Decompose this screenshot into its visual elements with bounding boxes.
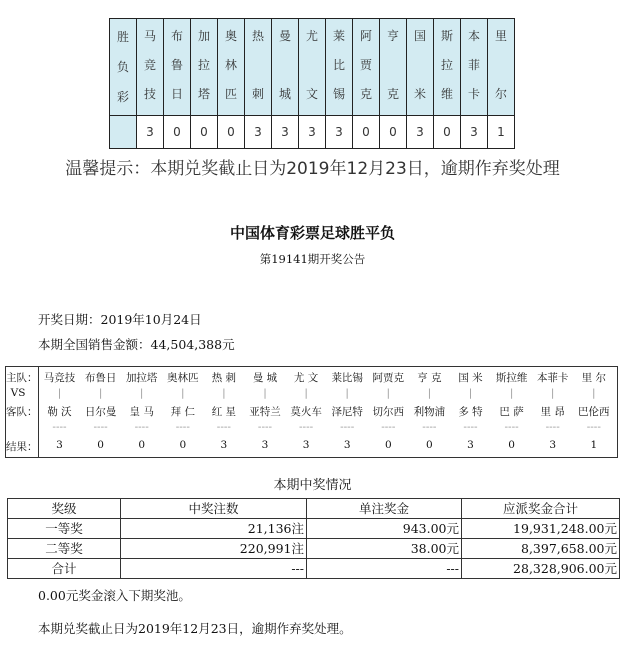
- team-name: 里 尔: [494, 29, 507, 101]
- draw-date: 开奖日期：2019年10月24日: [38, 312, 202, 327]
- prize-cell: ---: [307, 559, 462, 579]
- team-cell: [353, 19, 380, 116]
- summary-header-text: 胜负彩: [116, 30, 129, 104]
- home-label: 主队：: [6, 372, 38, 384]
- results-cell: 0: [179, 439, 187, 451]
- team-name: 国 米: [413, 29, 426, 101]
- team-name: 亨 克: [386, 29, 399, 101]
- team-cell: [191, 19, 218, 116]
- result-cell: 3: [407, 116, 434, 149]
- team-cell: [218, 19, 245, 116]
- prize-header: 单注奖金: [307, 499, 462, 519]
- rollover-note: 0.00元奖金滚入下期奖池。: [38, 588, 191, 603]
- away-cell: 勒 沃: [47, 406, 72, 418]
- dash-cell: ----: [93, 421, 108, 433]
- prize-cell: 一等奖: [8, 519, 121, 539]
- result-cell: 3: [137, 116, 164, 149]
- dash-cell: ----: [463, 421, 478, 433]
- prize-cell: 21,136注: [121, 519, 307, 539]
- dash-cell: ----: [216, 421, 231, 433]
- results-cell: 3: [549, 439, 557, 451]
- team-name: 马 竞 技: [143, 29, 156, 101]
- team-cell: [488, 19, 515, 116]
- away-cell: 亚特兰: [249, 406, 281, 418]
- team-cell: [326, 19, 353, 116]
- bar-cell: |: [386, 387, 391, 399]
- bar-cell: |: [468, 387, 473, 399]
- prize-cell: 220,991注: [121, 539, 307, 559]
- result-cell: 0: [191, 116, 218, 149]
- page-title: 中国体育彩票足球胜平负: [229, 224, 395, 242]
- bar-cell: |: [592, 387, 596, 399]
- result-cell: 3: [245, 116, 272, 149]
- results-cell: 3: [302, 439, 310, 451]
- prize-cell: 28,328,906.00元: [462, 559, 620, 579]
- bar-cell: |: [304, 387, 308, 399]
- away-cell: 多 特: [458, 406, 483, 418]
- team-cell: [461, 19, 488, 116]
- results-cell: 1: [590, 439, 598, 451]
- prize-cell: 二等奖: [8, 539, 121, 559]
- bar-cell: |: [345, 387, 349, 399]
- away-cell: 泽尼特: [331, 406, 363, 418]
- result-cell: 3: [272, 116, 299, 149]
- home-cell: 尤 文: [293, 372, 319, 384]
- prize-cell: 38.00元: [307, 539, 462, 559]
- sales-amount: 本期全国销售金额：44,504,388元: [38, 337, 235, 352]
- team-cell: [380, 19, 407, 116]
- result-cell: 3: [326, 116, 353, 149]
- dash-cell: ----: [298, 421, 314, 433]
- page-subtitle: 第19141期开奖公告: [259, 252, 366, 266]
- home-cell: 布鲁日: [84, 372, 117, 384]
- results-cell: 0: [426, 439, 433, 451]
- prize-header: 中奖注数: [121, 499, 307, 519]
- prize-cell: 943.00元: [307, 519, 462, 539]
- home-cell: 奥林匹: [167, 372, 199, 384]
- team-name: 阿 贾 克: [359, 29, 372, 101]
- bar-cell: |: [550, 387, 555, 399]
- dash-cell: ----: [257, 421, 273, 433]
- dash-cell: ----: [381, 421, 396, 433]
- deadline-note: 本期兑奖截止日为2019年12月23日，逾期作弃奖处理。: [38, 621, 352, 636]
- result-cell: 1: [488, 116, 515, 149]
- bar-cell: |: [98, 387, 103, 399]
- away-cell: 里 昂: [540, 406, 565, 418]
- result-cell: 0: [434, 116, 461, 149]
- team-cell: [299, 19, 326, 116]
- prize-table: [7, 498, 620, 579]
- away-cell: 切尔西: [372, 406, 405, 418]
- prize-header: 应派奖金合计: [462, 499, 620, 519]
- team-name: 奥 林 匹: [224, 29, 237, 101]
- bar-cell: |: [263, 387, 267, 399]
- home-cell: 加拉塔: [125, 372, 158, 384]
- bar-cell: |: [222, 387, 226, 399]
- prize-row: [8, 539, 620, 559]
- bar-cell: |: [427, 387, 432, 399]
- prize-cell: 19,931,248.00元: [462, 519, 620, 539]
- home-cell: 里 尔: [581, 372, 606, 384]
- team-name: 曼 城: [278, 29, 291, 101]
- results-cell: 3: [467, 439, 474, 451]
- dash-cell: ----: [52, 421, 67, 433]
- results-cell: 0: [138, 439, 146, 451]
- results-cell: 0: [508, 439, 515, 451]
- away-cell: 拜 仁: [170, 406, 195, 418]
- result-cell: 0: [164, 116, 191, 149]
- team-cell: [245, 19, 272, 116]
- team-name: 斯 拉 维: [440, 29, 453, 101]
- prize-cell: 8,397,658.00元: [462, 539, 620, 559]
- result-cell: 3: [461, 116, 488, 149]
- away-cell: 皇 马: [129, 406, 154, 418]
- summary-result-blank: [110, 116, 137, 149]
- team-name: 热 刺: [251, 29, 264, 101]
- team-name: 布 鲁 日: [170, 29, 183, 101]
- away-cell: 巴 萨: [499, 406, 524, 418]
- results-cell: 0: [97, 439, 104, 451]
- prize-row: [8, 559, 620, 579]
- prize-header: 奖级: [8, 499, 121, 519]
- team-name: 尤 文: [305, 29, 318, 101]
- home-cell: 本菲卡: [536, 372, 569, 384]
- dash-cell: ----: [422, 421, 437, 433]
- dash-cell: ----: [340, 421, 355, 433]
- bar-cell: |: [57, 387, 62, 399]
- home-cell: 阿贾克: [372, 372, 405, 384]
- match-table: [5, 366, 618, 458]
- result-cell: 3: [299, 116, 326, 149]
- team-name: 加 拉 塔: [197, 29, 210, 101]
- team-cell: [434, 19, 461, 116]
- home-cell: 马竞技: [43, 372, 76, 384]
- home-cell: 亨 克: [417, 372, 442, 384]
- dash-cell: ----: [545, 421, 560, 433]
- bar-cell: |: [181, 387, 185, 399]
- summary-table: [109, 18, 515, 149]
- away-cell: 巴伦西: [578, 406, 610, 418]
- team-cell: [407, 19, 434, 116]
- away-cell: 红 星: [211, 406, 237, 418]
- team-name: 本 菲 卡: [467, 29, 480, 101]
- home-cell: 热 刺: [211, 372, 237, 384]
- away-cell: 日尔曼: [84, 406, 117, 418]
- result-label: 结果：: [6, 441, 38, 453]
- home-cell: 曼 城: [252, 372, 278, 384]
- away-cell: 利物浦: [413, 406, 446, 418]
- dash-cell: ----: [586, 421, 601, 433]
- vs-label: VS: [10, 387, 26, 399]
- bar-cell: |: [509, 387, 514, 399]
- away-label: 客队：: [6, 406, 38, 418]
- prize-cell: ---: [121, 559, 307, 579]
- dash-cell: ----: [134, 421, 149, 433]
- dash-cell: ----: [504, 421, 519, 433]
- result-cell: 0: [380, 116, 407, 149]
- results-cell: 3: [220, 439, 228, 451]
- team-cell: [272, 19, 299, 116]
- home-cell: 国 米: [458, 372, 483, 384]
- dash-cell: ----: [175, 421, 190, 433]
- bar-cell: |: [139, 387, 144, 399]
- summary-header: [110, 19, 137, 116]
- team-cell: [137, 19, 164, 116]
- prize-cell: 合计: [8, 559, 121, 579]
- team-name: 莱 比 锡: [332, 29, 345, 101]
- results-cell: 3: [56, 439, 63, 451]
- result-cell: 0: [353, 116, 380, 149]
- home-cell: 斯拉维: [495, 372, 528, 384]
- warm-tip: 温馨提示：本期兑奖截止日为2019年12月23日，逾期作弃奖处理: [65, 159, 560, 179]
- prize-title: 本期中奖情况: [273, 478, 352, 493]
- results-cell: 3: [261, 439, 269, 451]
- home-cell: 莱比锡: [331, 372, 363, 384]
- result-cell: 0: [218, 116, 245, 149]
- prize-row: [8, 519, 620, 539]
- team-cell: [164, 19, 191, 116]
- results-cell: 3: [343, 439, 351, 451]
- results-cell: 0: [384, 439, 392, 451]
- away-cell: 莫火车: [290, 406, 322, 418]
